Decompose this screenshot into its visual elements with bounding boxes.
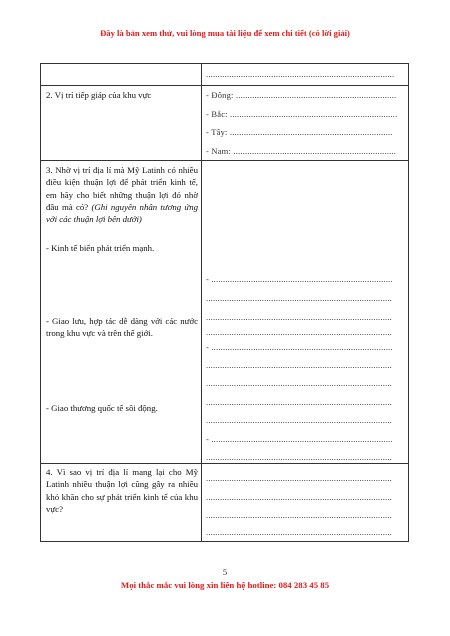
west-border-line: - Tây: ......................................................................: [206, 127, 393, 137]
row-divider: [41, 160, 408, 161]
question-3-hint: (Ghi nguyên nhân tương ứng với các thuận lợi bên dưới): [46, 201, 199, 225]
east-border-line: - Đông: .....................................................................: [206, 90, 397, 100]
answer-line: ................................................................................: [206, 415, 392, 425]
answer-line: ................................................................................: [206, 327, 392, 337]
row-divider: [41, 463, 408, 464]
answer-line: ................................................................................: [206, 452, 392, 462]
worksheet-table: [40, 63, 409, 542]
advantage-1: - Kinh tế biển phát triển mạnh.: [46, 243, 155, 253]
advantage-3: - Giao thương quốc tế sôi động.: [46, 403, 158, 413]
row-divider: [41, 85, 408, 86]
question-4: 4. Vì sao vị trí địa lí mang lại cho Mỹ Latinh nhiều thuận lợi cũng gây ra nhiều khó khăn cho sự phát triển kinh tế của khu vực?: [46, 467, 198, 514]
answer-line: ................................................................................: [206, 510, 392, 520]
preview-banner: Đây là bản xem thử, vui lòng mua tài liệu để xem chi tiết (có lời giải): [100, 28, 350, 38]
answer-line: ................................................................................: [206, 360, 392, 370]
answer-line: ................................................................................: [206, 397, 392, 407]
answer-line: .................................................................................: [206, 69, 395, 79]
question-2: 2. Vị trí tiếp giáp của khu vực: [46, 90, 152, 100]
answer-line: ................................................................................: [206, 312, 392, 322]
answer-line: - ..............................................................................: [206, 342, 393, 352]
south-border-line: - Nam: ......................................................................: [206, 146, 397, 156]
north-border-line: - Bắc: ........................................................................: [206, 109, 398, 119]
answer-line: - ..............................................................................: [206, 434, 393, 444]
answer-line: ................................................................................: [206, 293, 392, 303]
question-3: [46, 164, 198, 225]
answer-line: ................................................................................: [206, 492, 392, 502]
answer-line: - ..............................................................................: [206, 274, 393, 284]
question-3-text: 3. Nhờ vị trí địa lí mà Mỹ Latinh có nhiều điều kiện thuận lợi để phát triển kinh tế, em hãy cho biết những thuận lợi đó nhờ đâu mà có?: [46, 165, 198, 212]
answer-line: ................................................................................: [206, 473, 392, 483]
answer-line: ................................................................................: [206, 527, 392, 537]
hotline-footer: Mọi thắc mắc vui lòng xin liên hệ hotline: 084 283 45 85: [120, 580, 330, 590]
page-number: 5: [222, 567, 228, 577]
advantage-2: - Giao lưu, hợp tác dễ dàng với các nước trong khu vực và trên thế giới.: [46, 316, 198, 339]
column-divider: [201, 64, 202, 541]
answer-line: ................................................................................: [206, 378, 392, 388]
